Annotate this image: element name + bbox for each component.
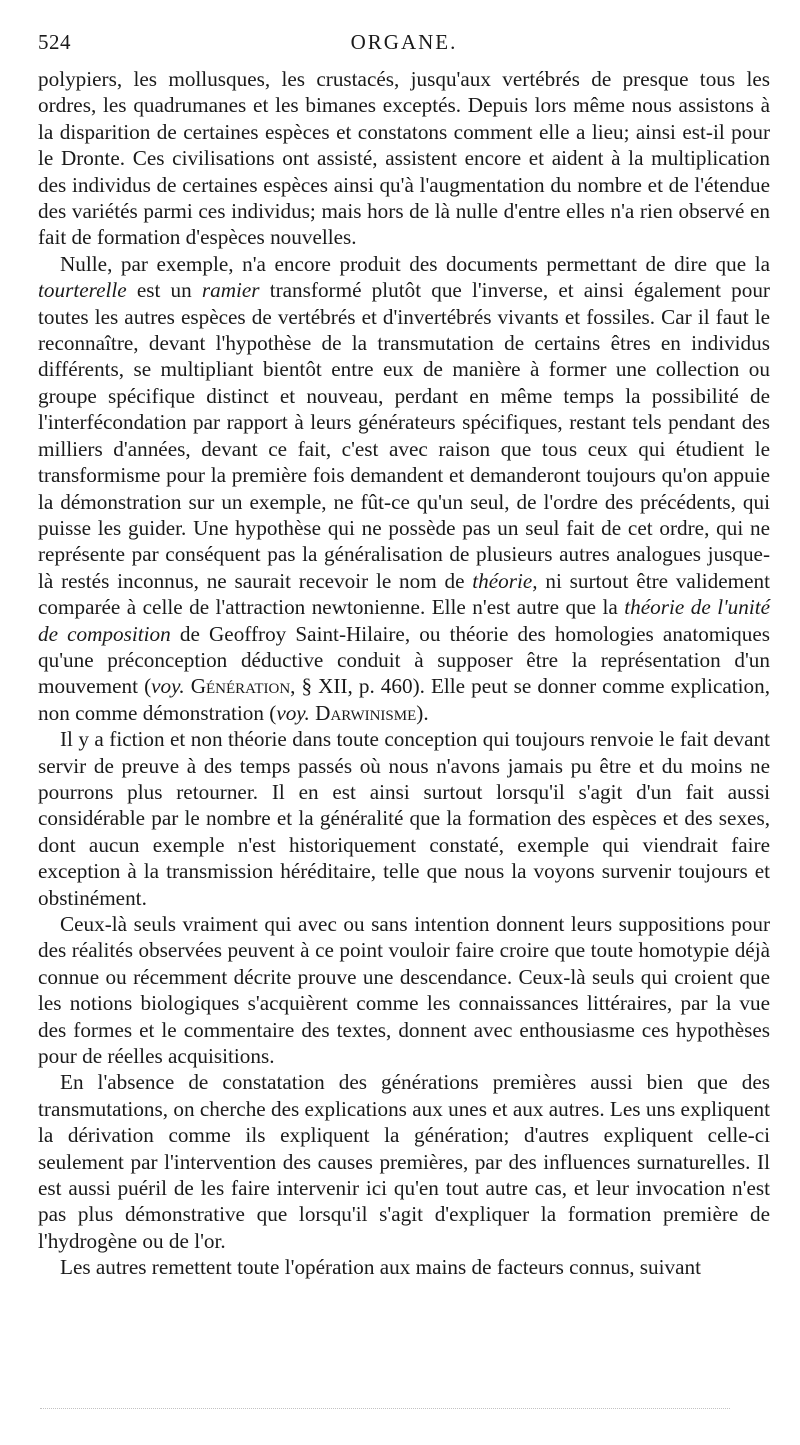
italic-term-tourterelle: tourterelle [38,278,127,303]
text-segment: , § XII, p. 460). Elle peut se donner comme explication, non comme démonstration ( [38,674,771,725]
text-segment: ). [416,700,429,725]
paragraph-4 [38,911,770,1069]
text-segment: de Geoffroy Saint-Hilaire, ou théorie des homologies anatomiques qu'une préconception déductive conduit à supposer être la représentation d'un mouvement ( [38,621,770,699]
italic-term-ramier: ramier [201,278,260,303]
book-page [38,30,770,1281]
text-segment: Il y a fiction et non théorie dans toute conception qui toujours renvoie le fait devant servir de preuve à des temps passés où nous n'avons jamais pu être et du moins ne pourrons plus retourner. Il en est ainsi surtout lorsqu'il s'agit d'un fait aussi considérable par le nombre et la généralité que la formation des espèces et des sexes, dont aucun exemple n'est historiquement constaté, exemple qui viendrait faire exception à la transmission héréditaire, telle que nous la voyons survenir toujours et obstinément. [38,727,770,910]
page-header [38,30,770,60]
cross-reference-darwinisme: Darwinisme [315,700,417,725]
cross-reference-generation: Génération [190,674,291,699]
body-text [38,66,770,1281]
paragraph-5 [38,1069,770,1254]
paragraph-6 [38,1254,770,1280]
text-segment: polypiers, les mollusques, les crustacés, jusqu'aux vertébrés de presque tous les ordres, les quadrumanes et les bimanes exceptés. Depuis lors même nous assistons à la disparition de certaines espèces et constatons comment elle a lieu; ainsi est-il pour le Dronte. Ces civilisations ont assisté, assistent encore et aident à la multiplication des individus de certaines espèces ainsi qu'à l'augmentation du nombre et de l'étendue des variétés parmi ces individus; mais hors de là nulle d'entre elles n'a rien observé en fait de formation d'espèces nouvelles. [38,67,770,250]
italic-term-unite-composition: théorie de l'unité de composition [38,595,771,646]
text-segment: ni surtout être validement comparée à celle de l'attraction newtonienne. Elle n'est autre que la [38,568,770,620]
paragraph-2 [38,251,770,726]
italic-voy: voy. [151,674,185,699]
text-segment: Les autres remettent toute l'opération aux mains de facteurs connus, suivant [60,1255,702,1280]
italic-voy: voy. [276,700,310,725]
text-segment: transformé plutôt que l'inverse, et ainsi également pour toutes les autres espèces de vertébrés et d'invertébrés vivants et fossiles. Car il faut le reconnaître, devant l'hypothèse de la transmutation de certains êtres en individus différents, se multipliant bientôt entre eux de manière à former une collection ou groupe spécifique distinct et nouveau, perdant en même temps la possibilité de l'interfécondation par rapport à leurs générateurs spécifiques, restant tels pendant des milliers d'années, devant ce fait, c'est avec raison que tous ceux qui étudient le transformisme pour la première fois demandent et demanderont toujours qu'on appuie la démonstration sur un exemple, ne fût-ce qu'un seul, de l'ordre des précédents, qui puisse les guider. Une hypothèse qui ne possède pas un seul fait de cet ordre, qui ne représente par conséquent pas la généralisation de plusieurs autres analogues jusque-là restés inconnus, ne saurait recevoir le nom de [38,278,770,593]
text-segment: Nulle, par exemple, n'a encore produit des documents permettant de dire que la [60,251,770,276]
text-segment: est un [126,278,202,303]
paragraph-1 [38,66,770,251]
text-segment: Ceux-là seuls vraiment qui avec ou sans intention donnent leurs suppositions pour des réalités observées peuvent à ce point vouloir faire croire que toute homotypie déjà connue ou récemment décrite prouve une descendance. Ceux-là seuls qui croient que les notions biologiques s'acquièrent comme les connaissances littéraires, par la vue des formes et le commentaire des textes, donnent avec enthousiasme ces hypothèses pour de réelles acquisitions. [38,912,770,1069]
text-segment: En l'absence de constatation des générations premières aussi bien que des transmutations, on cherche des explications aux unes et aux autres. Les uns expliquent la dérivation comme ils expliquent la génération; d'autres expliquent celle-ci seulement par l'intervention des causes premières, par des influences surnaturelles. Il est aussi puéril de les faire intervenir ici qu'en tout autre cas, et leur invocation n'est pas plus démonstrative que lorsqu'il s'agit d'expliquer la formation première de l'hydrogène ou de l'or. [38,1070,770,1253]
footer-divider [40,1408,730,1409]
italic-term-theorie: théorie, [472,568,538,593]
running-title: ORGANE. [350,30,458,54]
page-number: 524 [38,30,71,54]
paragraph-3 [38,726,770,911]
